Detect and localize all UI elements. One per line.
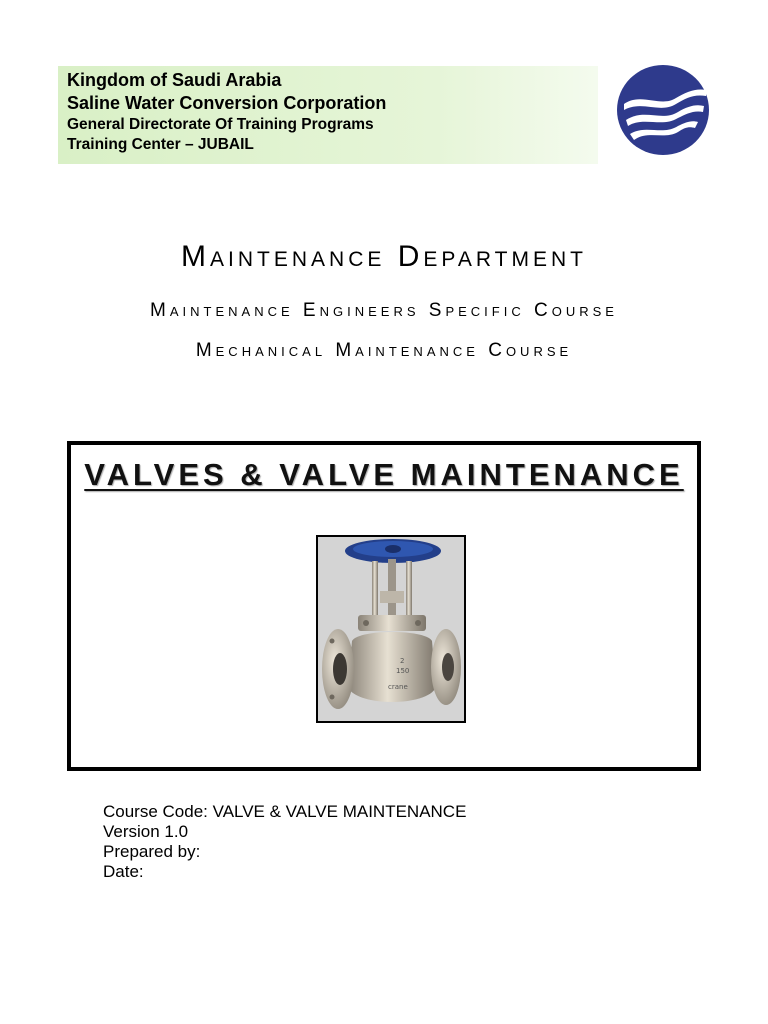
department-title: Maintenance Department [181, 240, 587, 273]
date: Date: [103, 862, 144, 881]
org-training-center: Training Center – JUBAIL [67, 136, 254, 153]
course-info [103, 802, 466, 882]
svg-text:2: 2 [400, 657, 405, 665]
org-name: Saline Water Conversion Corporation [67, 93, 387, 113]
prepared-by: Prepared by: [103, 842, 201, 861]
course-subtitle-mechanical: Mechanical Maintenance Course [195, 340, 573, 361]
swcc-logo-icon [616, 64, 710, 156]
version: Version 1.0 [103, 822, 189, 841]
valve-photo [316, 535, 466, 723]
svg-text:150: 150 [396, 667, 410, 675]
globe-valve-icon [318, 537, 464, 721]
course-code: Course Code: VALVE & VALVE MAINTENANCE [103, 802, 467, 821]
org-country: Kingdom of Saudi Arabia [67, 70, 282, 90]
svg-text:crane: crane [388, 683, 408, 691]
cover-title: VALVES & VALVE MAINTENANCE [84, 457, 684, 492]
cover-title-box [67, 441, 701, 771]
org-directorate: General Directorate Of Training Programs [67, 116, 374, 133]
course-subtitle-specific: Maintenance Engineers Specific Course [150, 300, 618, 321]
